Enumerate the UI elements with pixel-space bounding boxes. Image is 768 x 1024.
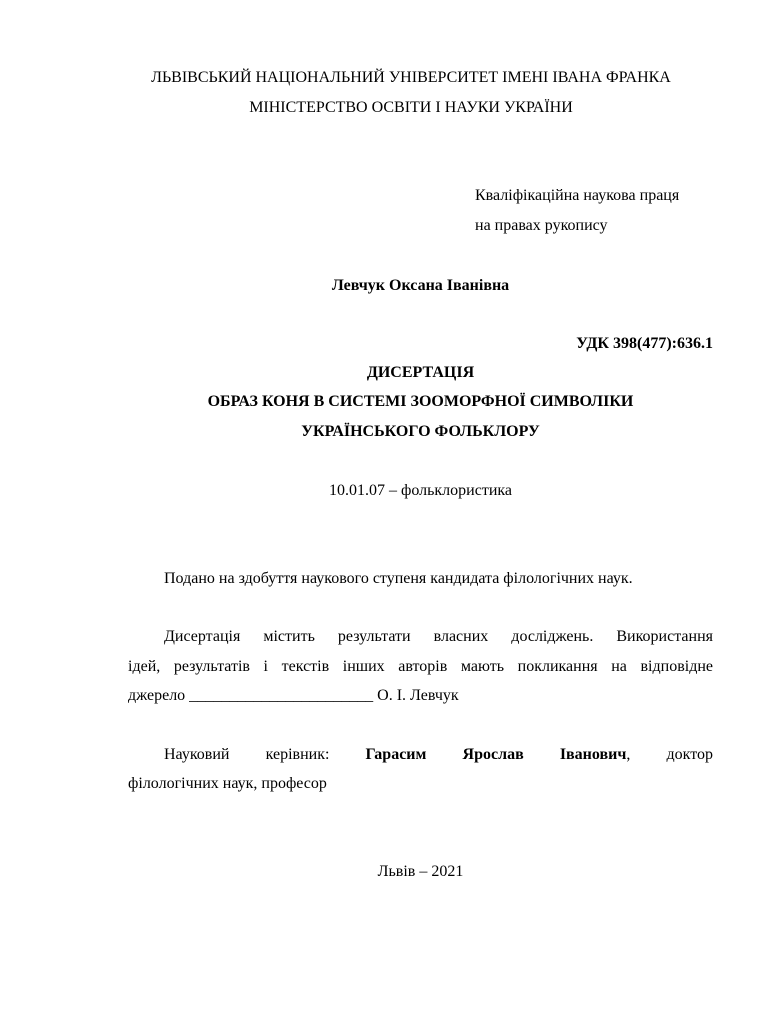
ministry-name: МІНІСТЕРСТВО ОСВІТИ І НАУКИ УКРАЇНИ bbox=[249, 99, 573, 116]
supervisor-patronymic: Іванович bbox=[559, 746, 627, 763]
supervisor-middle-name: Ярослав bbox=[462, 746, 524, 763]
supervisor-label2: керівник: bbox=[265, 746, 330, 763]
manuscript-note-line1: Кваліфікаційна наукова праця bbox=[475, 187, 680, 204]
title-line2: УКРАЇНСЬКОГО ФОЛЬКЛОРУ bbox=[301, 423, 540, 440]
supervisor-degree2: філологічних наук, професор bbox=[128, 775, 327, 792]
supervisor-patronymic-wrap bbox=[560, 745, 631, 765]
declaration-line2: ідей, результатів і текстів інших авторів мають покликання на відповідне bbox=[128, 658, 713, 675]
supervisor-first-name: Гарасим bbox=[365, 746, 427, 763]
author-name: Левчук Оксана Іванівна bbox=[331, 277, 510, 294]
submitted-statement: Подано на здобуття наукового ступеня кандидата філологічних наук. bbox=[164, 570, 633, 587]
declaration-line3: джерело _______________________ О. І. Левчук bbox=[128, 687, 459, 704]
supervisor-degree1: доктор bbox=[666, 746, 713, 763]
university-name: ЛЬВІВСЬКИЙ НАЦІОНАЛЬНИЙ УНІВЕРСИТЕТ ІМЕНІ ІВАНА ФРАНКА bbox=[151, 69, 671, 86]
udk-code: УДК 398(477):636.1 bbox=[576, 335, 713, 352]
title-line1: ОБРАЗ КОНЯ В СИСТЕМІ ЗООМОРФНОЇ СИМВОЛІКИ bbox=[207, 393, 634, 410]
supervisor-label: Науковий bbox=[164, 746, 230, 763]
specialty: 10.01.07 – фольклористика bbox=[328, 482, 513, 499]
supervisor-line1 bbox=[164, 745, 713, 765]
document-type: ДИСЕРТАЦІЯ bbox=[366, 364, 475, 381]
manuscript-note-line2: на правах рукопису bbox=[475, 217, 608, 234]
supervisor-comma: , bbox=[626, 746, 631, 763]
place-year: Львів – 2021 bbox=[377, 863, 464, 880]
declaration-line1: Дисертація містить результати власних досліджень. Використання bbox=[164, 628, 713, 645]
